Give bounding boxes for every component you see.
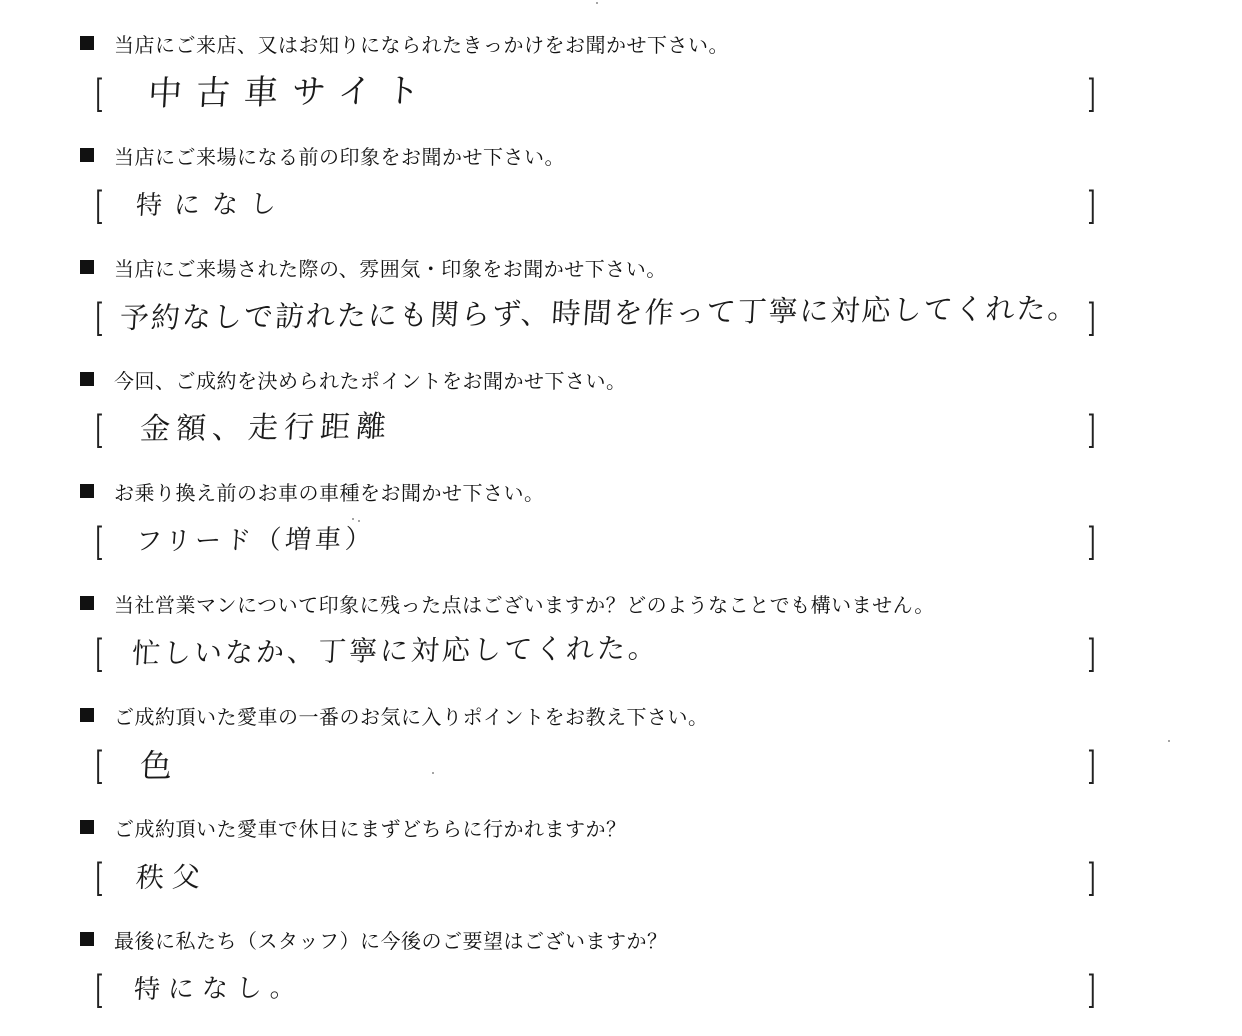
answer-row <box>0 628 1242 680</box>
question-text: ご成約頂いた愛車の一番のお気に入りポイントをお教え下さい。 <box>114 704 709 729</box>
answer-row <box>0 964 1242 1016</box>
survey-item <box>0 924 1242 1036</box>
answer-text: 中古車サイト <box>146 70 435 115</box>
question <box>80 140 565 170</box>
answer-text: 特になし <box>135 189 289 222</box>
answer-text: 予約なしで訪れたにも関らず、時間を作って丁寧に対応してくれた。 <box>118 290 1080 336</box>
square-bullet-icon <box>80 820 94 834</box>
survey-item <box>0 140 1242 252</box>
question-text: 当店にご来場された際の、雰囲気・印象をお聞かせ下さい。 <box>114 256 667 281</box>
answer-row <box>0 516 1242 568</box>
answer-text: 特になし。 <box>133 973 305 1006</box>
square-bullet-icon <box>80 372 94 386</box>
open-bracket: [ <box>95 744 104 788</box>
square-bullet-icon <box>80 148 94 162</box>
square-bullet-icon <box>80 484 94 498</box>
question <box>80 588 935 618</box>
scan-speck <box>596 2 598 4</box>
open-bracket: [ <box>95 296 104 340</box>
scan-speck <box>358 520 360 522</box>
question-text: お乗り換え前のお車の車種をお聞かせ下さい。 <box>114 480 545 505</box>
question <box>80 364 627 394</box>
answer-text: 色 <box>138 746 183 786</box>
question-text: ご成約頂いた愛車で休日にまずどちらに行かれますか？ <box>114 816 627 841</box>
open-bracket: [ <box>95 856 104 900</box>
square-bullet-icon <box>80 260 94 274</box>
question <box>80 924 668 954</box>
open-bracket: [ <box>95 72 104 116</box>
survey-item <box>0 812 1242 924</box>
question <box>80 476 545 506</box>
question-text: 最後に私たち（スタッフ）に今後のご要望はございますか？ <box>114 928 668 953</box>
question <box>80 700 709 730</box>
question-text: 当社営業マンについて印象に残った点はございますか？どのようなことでも構いません。 <box>114 592 935 617</box>
open-bracket: [ <box>95 184 104 228</box>
question <box>80 812 627 842</box>
square-bullet-icon <box>80 36 94 50</box>
answer-row <box>0 292 1242 344</box>
survey-item <box>0 364 1242 476</box>
question <box>80 28 729 58</box>
question <box>80 252 667 282</box>
square-bullet-icon <box>80 932 94 946</box>
answer-text: 秩父 <box>135 860 210 895</box>
close-bracket: ] <box>1087 408 1096 452</box>
close-bracket: ] <box>1087 296 1096 340</box>
close-bracket: ] <box>1087 856 1096 900</box>
answer-row <box>0 68 1242 120</box>
open-bracket: [ <box>95 408 104 452</box>
close-bracket: ] <box>1087 744 1096 788</box>
question-text: 当店にご来場になる前の印象をお聞かせ下さい。 <box>114 144 565 169</box>
square-bullet-icon <box>80 596 94 610</box>
survey-item <box>0 476 1242 588</box>
survey-item <box>0 28 1242 140</box>
survey-item <box>0 700 1242 812</box>
square-bullet-icon <box>80 708 94 722</box>
survey-item <box>0 252 1242 364</box>
scan-speck <box>1168 740 1170 742</box>
scan-speck <box>352 518 354 520</box>
answer-text: 金額、走行距離 <box>138 409 394 448</box>
close-bracket: ] <box>1087 184 1096 228</box>
close-bracket: ] <box>1087 72 1096 116</box>
answer-row <box>0 404 1242 456</box>
close-bracket: ] <box>1087 968 1096 1012</box>
open-bracket: [ <box>95 632 104 676</box>
question-text: 当店にご来店、又はお知りになられたきっかけをお聞かせ下さい。 <box>114 32 729 57</box>
answer-row <box>0 740 1242 792</box>
scan-speck <box>432 772 434 774</box>
close-bracket: ] <box>1087 520 1096 564</box>
answer-text: 忙しいなか、丁寧に対応してくれた。 <box>131 631 660 671</box>
survey-item <box>0 588 1242 700</box>
question-text: 今回、ご成約を決められたポイントをお聞かせ下さい。 <box>114 368 627 393</box>
open-bracket: [ <box>95 520 104 564</box>
answer-text: フリード（増車） <box>135 524 376 558</box>
close-bracket: ] <box>1087 632 1096 676</box>
answer-row <box>0 180 1242 232</box>
answer-row <box>0 852 1242 904</box>
open-bracket: [ <box>95 968 104 1012</box>
